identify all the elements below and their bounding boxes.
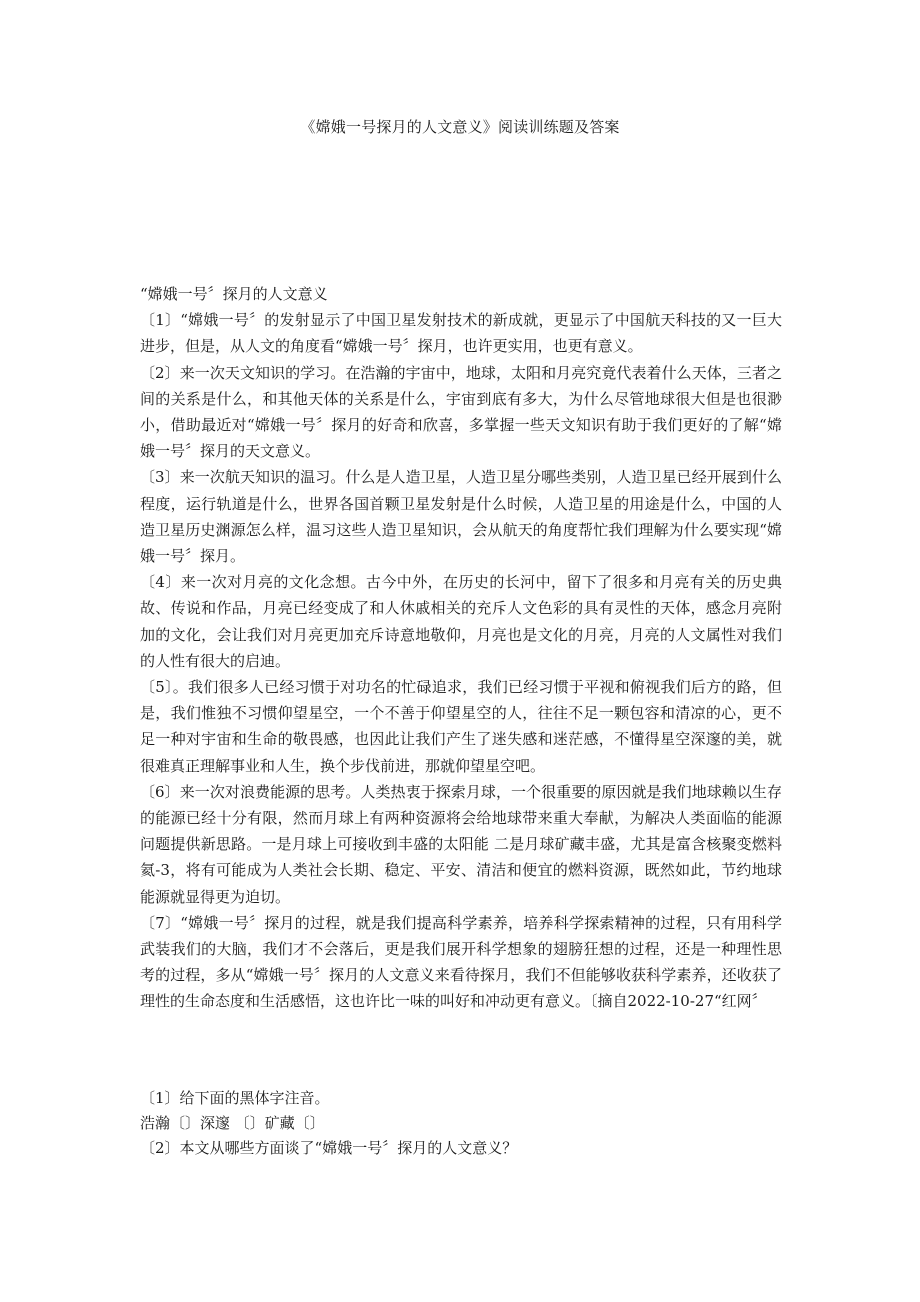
article-paragraph-2: 〔2〕来一次天文知识的学习。在浩瀚的宇宙中，地球，太阳和月亮究竟代表着什么天体，三者之间的关系是什么，和其他天体的关系是什么，宇宙到底有多大，为什么尽管地球很大但是也很渺小，借助最近对“嫦娥一号〞探月的好奇和欣喜，多掌握一些天文知识有助于我们更好的了解“嫦娥一号〞探月的天文意义。 (140, 363, 782, 461)
article-paragraph-7: 〔7〕“嫦娥一号〞探月的过程，就是我们提高科学素养，培养科学探索精神的过程，只有用科学武装我们的大脑，我们才不会落后，更是我们展开科学想象的翅膀狂想的过程，还是一种理性思考的过程，多从“嫦娥一号〞探月的人文意义来看待探月，我们不但能够收获科学素养，还收获了理性的生命态度和生活感悟，这也许比一味的叫好和冲动更有意义。〔摘自2022-10-27“红网〞 (140, 913, 782, 1011)
article-paragraph-5: 〔5〕。我们很多人已经习惯于对功名的忙碌追求，我们已经习惯于平视和俯视我们后方的路，但是，我们惟独不习惯仰望星空，一个不善于仰望星空的人，往往不足一颗包容和清凉的心，更不足一种对宇宙和生命的敬畏感，也因此让我们产生了迷失感和迷茫感，不懂得星空深邃的美，就很难真正理解事业和人生，换个步伐前进，那就仰望星空吧。 (140, 678, 782, 775)
question-1: 〔1〕给下面的黑体字注音。 (140, 1089, 330, 1107)
questions-section (140, 1086, 782, 1161)
document-title: 《嫦娥一号探月的人文意义》阅读训练题及答案 (300, 118, 620, 136)
article-body (140, 281, 782, 1015)
article-heading: “嫦娥一号〞探月的人文意义 (140, 285, 328, 303)
article-paragraph-3: 〔3〕来一次航天知识的温习。什么是人造卫星，人造卫星分哪些类别，人造卫星已经开展到什么程度，运行轨道是什么，世界各国首颗卫星发射是什么时候，人造卫星的用途是什么，中国的人造卫星历史渊源怎么样，温习这些人造卫星知识，会从航天的角度帮忙我们理解为什么要实现“嫦娥一号〞探月。 (140, 468, 782, 566)
question-1-items: 浩瀚〔〕深邃 〔〕矿藏〔〕 (140, 1114, 325, 1132)
article-paragraph-1: 〔1〕“嫦娥一号〞的发射显示了中国卫星发射技术的新成就，更显示了中国航天科技的又一巨大进步，但是，从人文的角度看“嫦娥一号〞探月，也许更实用，也更有意义。 (140, 311, 782, 356)
article-paragraph-6: 〔6〕来一次对浪费能源的思考。人类热衷于探索月球，一个很重要的原因就是我们地球赖以生存的能源已经十分有限，然而月球上有两种资源将会给地球带来重大奉献，为解决人类面临的能源问题提供新思路。一是月球上可接收到丰盛的太阳能 二是月球矿藏丰盛，尤其是富含核聚变燃料氦-3，将有可能成为人类社会长期、稳定、平安、清洁和便宜的燃料资源，既然如此，节约地球能源就显得更为迫切。 (140, 782, 782, 906)
question-2: 〔2〕本文从哪些方面谈了“嫦娥一号〞探月的人文意义？ (140, 1139, 518, 1157)
article-paragraph-4: 〔4〕来一次对月亮的文化念想。古今中外，在历史的长河中，留下了很多和月亮有关的历史典故、传说和作品，月亮已经变成了和人休戚相关的充斥人文色彩的具有灵性的天体，感念月亮附加的文化，会让我们对月亮更加充斥诗意地敬仰，月亮也是文化的月亮，月亮的人文属性对我们的人性有很大的启迪。 (140, 573, 782, 670)
